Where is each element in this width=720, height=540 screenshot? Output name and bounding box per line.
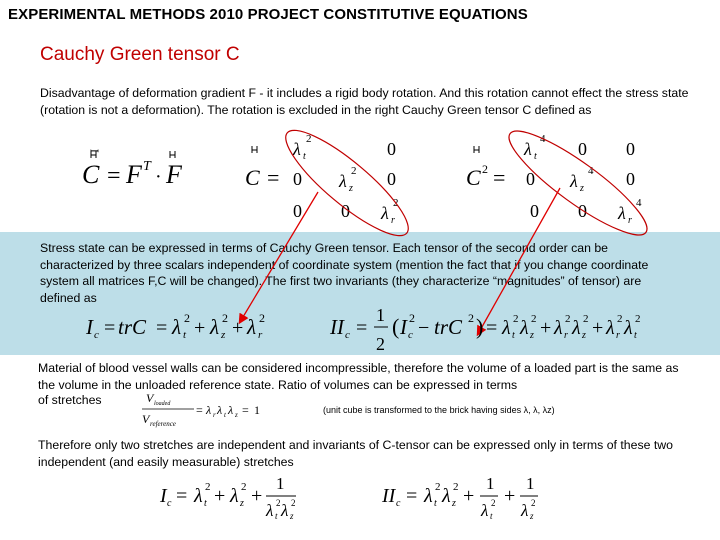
svg-text:II: II — [330, 315, 344, 339]
svg-text:t: t — [490, 511, 493, 521]
svg-text:2: 2 — [259, 311, 265, 325]
svg-text:2: 2 — [583, 313, 589, 325]
svg-text:(: ( — [392, 314, 400, 339]
svg-text:2: 2 — [351, 165, 357, 177]
svg-text:z: z — [349, 183, 353, 194]
svg-text:−: − — [418, 317, 430, 339]
svg-text:z: z — [290, 511, 294, 521]
svg-text:=: = — [156, 317, 168, 339]
svg-text:+: + — [194, 317, 206, 339]
svg-text:λ: λ — [228, 403, 234, 417]
paragraph-deformation-gradient: Disadvantage of deformation gradient F - it includes a rigid body rotation. And this rotation cannot effect the stress state (rotation is not a deformation). The rotation is excluded in the right Cauchy Green tensor C defined as — [40, 86, 689, 117]
svg-text:2: 2 — [531, 498, 536, 508]
svg-text:0: 0 — [578, 201, 587, 221]
svg-text:+: + — [592, 317, 604, 339]
svg-text:2: 2 — [565, 313, 571, 325]
svg-text:λ: λ — [339, 171, 347, 191]
svg-text:F: F — [126, 160, 142, 189]
svg-text:V: V — [146, 391, 154, 405]
paragraph-conclusion: Therefore only two stretches are independent and invariants of C-tensor can be expressed only in terms of these two independent (and easily measurable) stretches — [38, 438, 674, 469]
svg-text:2: 2 — [513, 313, 519, 325]
svg-text:2: 2 — [491, 498, 496, 508]
svg-text:=: = — [493, 165, 506, 190]
svg-text:=: = — [486, 317, 498, 339]
svg-text:=: = — [356, 317, 368, 339]
svg-text:+: + — [214, 485, 226, 507]
svg-text:λ: λ — [194, 485, 203, 507]
svg-text:4: 4 — [588, 165, 594, 177]
svg-text:+: + — [504, 485, 516, 507]
svg-text:λ: λ — [520, 317, 529, 339]
svg-text:T: T — [143, 159, 151, 174]
svg-text:C: C — [245, 165, 260, 190]
svg-text:=: = — [107, 163, 121, 189]
svg-text:t: t — [434, 498, 437, 509]
svg-text:λ: λ — [502, 317, 511, 339]
svg-text:4: 4 — [636, 197, 642, 209]
svg-text:c: c — [94, 329, 99, 341]
svg-text:0: 0 — [293, 201, 302, 221]
svg-text:I: I — [160, 485, 167, 507]
svg-text:2: 2 — [453, 481, 459, 493]
svg-text:2: 2 — [531, 313, 537, 325]
svg-text:λ: λ — [442, 485, 451, 507]
svg-text:z: z — [580, 183, 584, 194]
svg-text:r: r — [391, 215, 395, 226]
svg-text:λ: λ — [206, 403, 212, 417]
svg-text:λ: λ — [172, 315, 182, 339]
svg-text:λ: λ — [424, 485, 433, 507]
svg-text:λ: λ — [266, 501, 274, 520]
svg-text:0: 0 — [626, 169, 635, 189]
svg-text:c: c — [408, 329, 413, 341]
svg-text:λ: λ — [606, 317, 615, 339]
svg-text:λ: λ — [481, 501, 489, 520]
svg-text:2: 2 — [306, 133, 312, 145]
svg-text:=: = — [242, 403, 249, 417]
svg-text:2: 2 — [482, 162, 488, 176]
svg-text:r: r — [616, 330, 620, 341]
svg-text:λ: λ — [230, 485, 239, 507]
svg-text:2: 2 — [635, 313, 641, 325]
svg-text:λ: λ — [524, 139, 532, 159]
svg-text:t: t — [204, 498, 207, 509]
svg-text:λ: λ — [554, 317, 563, 339]
paragraph-invariants: Stress state can be expressed in terms of Cauchy Green tensor. Each tensor of the second order can be characterized by three scalars independent of coordinate system (mention the fact that if you change coordinate system all matrices F,C will be changed). The first two invariants (they characterize “magnitudes” of tensor) are defined as — [40, 241, 649, 305]
svg-text:λ: λ — [293, 139, 301, 159]
svg-text:0: 0 — [626, 139, 635, 159]
svg-text:t: t — [224, 411, 226, 419]
svg-text:0: 0 — [293, 169, 302, 189]
unit-cube-note: (unit cube is transformed to the brick having sides λ, λ, λz) — [323, 405, 555, 415]
svg-text:1: 1 — [486, 474, 495, 493]
svg-text:2: 2 — [617, 313, 623, 325]
svg-text:t: t — [534, 151, 537, 162]
svg-text:2: 2 — [435, 481, 441, 493]
svg-text:1: 1 — [276, 474, 285, 493]
svg-text:z: z — [530, 511, 534, 521]
svg-text:2: 2 — [468, 311, 474, 325]
svg-text:λ: λ — [247, 315, 257, 339]
svg-text:+: + — [540, 317, 552, 339]
paragraph-incompressibility: Material of blood vessel walls can be considered incompressible, therefore the volume of a loaded part is the same as the volume in the unloaded reference state. Ratio of volumes can be expressed in terms — [38, 361, 679, 392]
svg-text:=: = — [267, 165, 280, 190]
svg-text:z: z — [530, 330, 534, 341]
svg-text:c: c — [345, 329, 350, 341]
svg-text:2: 2 — [205, 481, 211, 493]
svg-text:loaded: loaded — [154, 401, 171, 407]
svg-text:r: r — [213, 411, 216, 419]
equation-ic-final — [160, 470, 340, 530]
svg-text:I: I — [400, 315, 407, 339]
svg-text:0: 0 — [578, 139, 587, 159]
slide-title: Cauchy Green tensor C — [40, 44, 240, 65]
svg-text:z: z — [582, 330, 586, 341]
svg-text:z: z — [235, 411, 238, 419]
svg-text:2: 2 — [241, 481, 247, 493]
svg-text:λ: λ — [570, 171, 578, 191]
svg-text:2: 2 — [184, 311, 190, 325]
svg-text:ꟷ: ꟷ — [90, 146, 99, 158]
svg-text:r: r — [258, 329, 263, 341]
svg-text:2: 2 — [276, 498, 281, 508]
svg-text:4: 4 — [540, 133, 546, 145]
svg-text:+: + — [251, 485, 263, 507]
svg-text:λ: λ — [210, 315, 220, 339]
svg-text:t: t — [512, 330, 515, 341]
equation-volume-ratio — [140, 390, 315, 430]
svg-text:z: z — [221, 329, 226, 341]
svg-text:2: 2 — [376, 334, 385, 354]
svg-text:0: 0 — [387, 139, 396, 159]
svg-text:c: c — [167, 498, 172, 509]
svg-text:t: t — [275, 511, 278, 521]
svg-text:λ: λ — [381, 203, 389, 223]
svg-text:F: F — [166, 160, 182, 189]
svg-text:λ: λ — [217, 403, 223, 417]
svg-text:+: + — [232, 317, 244, 339]
svg-text:λ: λ — [572, 317, 581, 339]
svg-text:t: t — [183, 329, 187, 341]
svg-text:0: 0 — [341, 201, 350, 221]
svg-text:+: + — [463, 485, 475, 507]
svg-text:C: C — [466, 165, 481, 190]
svg-text:0: 0 — [387, 169, 396, 189]
svg-text:1: 1 — [526, 474, 535, 493]
svg-text:C: C — [82, 160, 100, 189]
svg-text:t: t — [303, 151, 306, 162]
svg-text:): ) — [476, 314, 484, 339]
svg-text:I: I — [86, 315, 93, 339]
svg-text:r: r — [628, 215, 632, 226]
page-header: EXPERIMENTAL METHODS 2010 PROJECT CONSTITUTIVE EQUATIONS — [8, 6, 528, 23]
svg-text:c: c — [396, 498, 401, 509]
svg-text:=: = — [176, 485, 188, 507]
svg-text:trC: trC — [434, 315, 463, 339]
svg-text:z: z — [452, 498, 456, 509]
svg-text:λ: λ — [281, 501, 289, 520]
svg-text:reference: reference — [150, 420, 176, 428]
svg-text:=: = — [406, 485, 418, 507]
svg-text:0: 0 — [530, 201, 539, 221]
svg-text:=: = — [104, 317, 116, 339]
svg-text:λ: λ — [618, 203, 626, 223]
svg-text:z: z — [240, 498, 244, 509]
svg-text:2: 2 — [222, 311, 228, 325]
svg-text:r: r — [564, 330, 568, 341]
paragraph-stretches-label: of stretches — [38, 393, 102, 407]
svg-text:trC: trC — [118, 315, 147, 339]
svg-text:2: 2 — [291, 498, 296, 508]
svg-text:1: 1 — [376, 305, 385, 325]
svg-text:t: t — [634, 330, 637, 341]
svg-text:0: 0 — [526, 169, 535, 189]
svg-text:λ: λ — [521, 501, 529, 520]
svg-text:λ: λ — [624, 317, 633, 339]
svg-text:2: 2 — [393, 197, 399, 209]
svg-text:·: · — [155, 166, 162, 188]
svg-text:=: = — [196, 403, 203, 417]
svg-text:V: V — [142, 412, 150, 426]
svg-text:1: 1 — [254, 403, 260, 417]
svg-text:II: II — [382, 485, 396, 507]
svg-text:2: 2 — [409, 311, 415, 325]
equation-iic-final — [382, 470, 582, 530]
